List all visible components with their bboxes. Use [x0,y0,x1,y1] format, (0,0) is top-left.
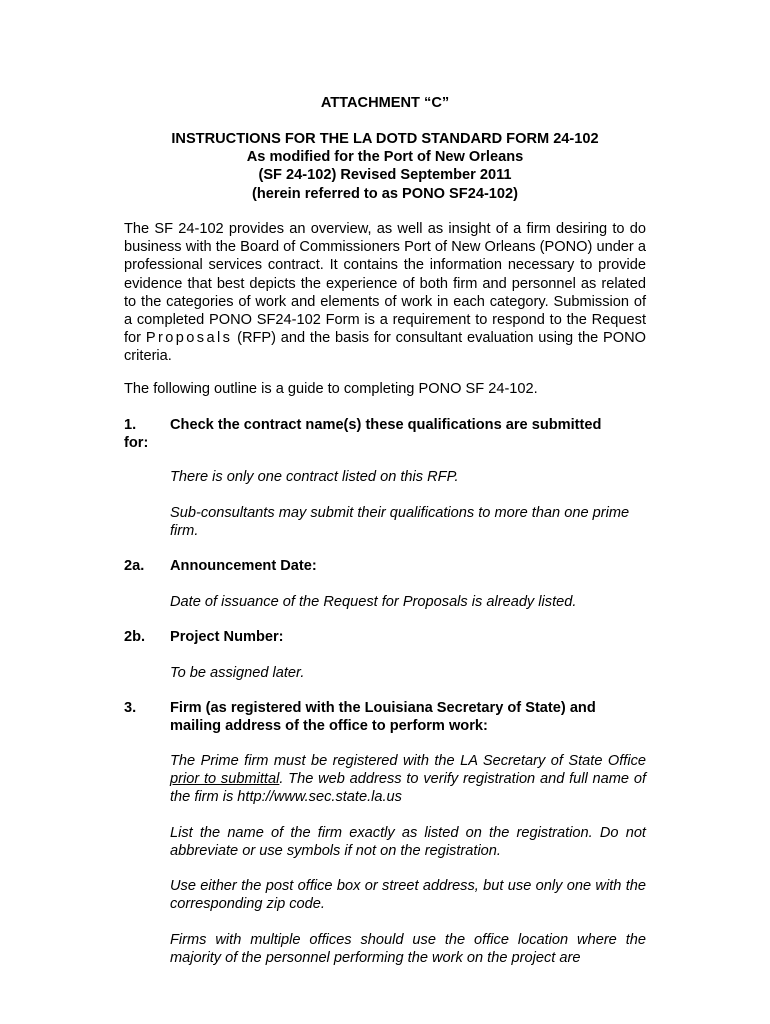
item-1-paragraph-2: Sub-consultants may submit their qualifications to more than one prime firm. [170,505,630,540]
item-1-heading-line1: Check the contract name(s) these qualifications are submitted [170,417,602,433]
item-3 [124,699,646,735]
item-3-heading: Firm (as registered with the Louisiana Secretary of State) and mailing address of the office to perform work: [170,700,596,735]
intro-text-part1: The SF 24-102 provides an overview, as well as insight of a firm desiring to do business with the Board of Commissioners Port of New Orleans (PONO) under a professional services contract. It contains the information necessary to provide evidence that best depicts the experience of both firm and personnel as related to the categories of work and elements of work in each category. Submission of a completed PONO SF24-102 Form is a requirement to respond to the Request for [124,221,646,347]
item-3-paragraph-4: Firms with multiple offices should use the office location where the majority of the personnel performing the work on the project are [170,932,646,967]
item-3-paragraph-2: List the name of the firm exactly as listed on the registration. Do not abbreviate or use symbols if not on the registration. [170,825,646,860]
item-2b-number: 2b. [124,629,146,645]
item-2b-paragraph: To be assigned later. [170,665,305,681]
item-3-paragraph-1 [170,752,646,807]
item-2b [124,628,646,646]
item-1-heading [124,416,646,452]
item-3-paragraph-3: Use either the post office box or street address, but use only one with the corresponding zip code. [170,878,646,913]
item-1-number: 1. [124,417,137,433]
item-2a-paragraph: Date of issuance of the Request for Proposals is already listed. [170,594,577,610]
attachment-heading: ATTACHMENT “C” [320,95,450,111]
intro-spaced-word: Proposals [145,330,233,347]
item-3-p1-text-a: The Prime firm must be registered with the LA Secretary of State Office [170,753,646,769]
item-2a-heading: Announcement Date: [170,558,317,574]
intro-paragraph [124,220,646,366]
form-title-block [0,130,770,203]
item-1-paragraph-1: There is only one contract listed on this RFP. [170,469,459,485]
item-3-number: 3. [124,700,137,716]
outline-intro: The following outline is a guide to completing PONO SF 24-102. [124,381,538,397]
intro-text-part2: (RFP) and the basis for consultant evaluation using the PONO criteria. [124,330,647,365]
title-line-2: As modified for the Port of New Orleans [246,149,524,166]
title-line-4: (herein referred to as PONO SF24-102) [251,185,519,202]
item-3-p1-underlined: prior to submittal [170,771,280,788]
item-1-heading-line2: for: [124,435,149,452]
title-line-3: (SF 24-102) Revised September 2011 [258,167,512,184]
item-2b-heading: Project Number: [170,629,284,645]
item-3-p1-text-b: . The web address to verify registration and full name of the firm is http://www.sec.state.la.us [170,771,646,806]
item-2a [124,557,646,575]
title-line-1: INSTRUCTIONS FOR THE LA DOTD STANDARD FORM 24-102 [171,131,599,147]
item-2a-number: 2a. [124,558,145,574]
